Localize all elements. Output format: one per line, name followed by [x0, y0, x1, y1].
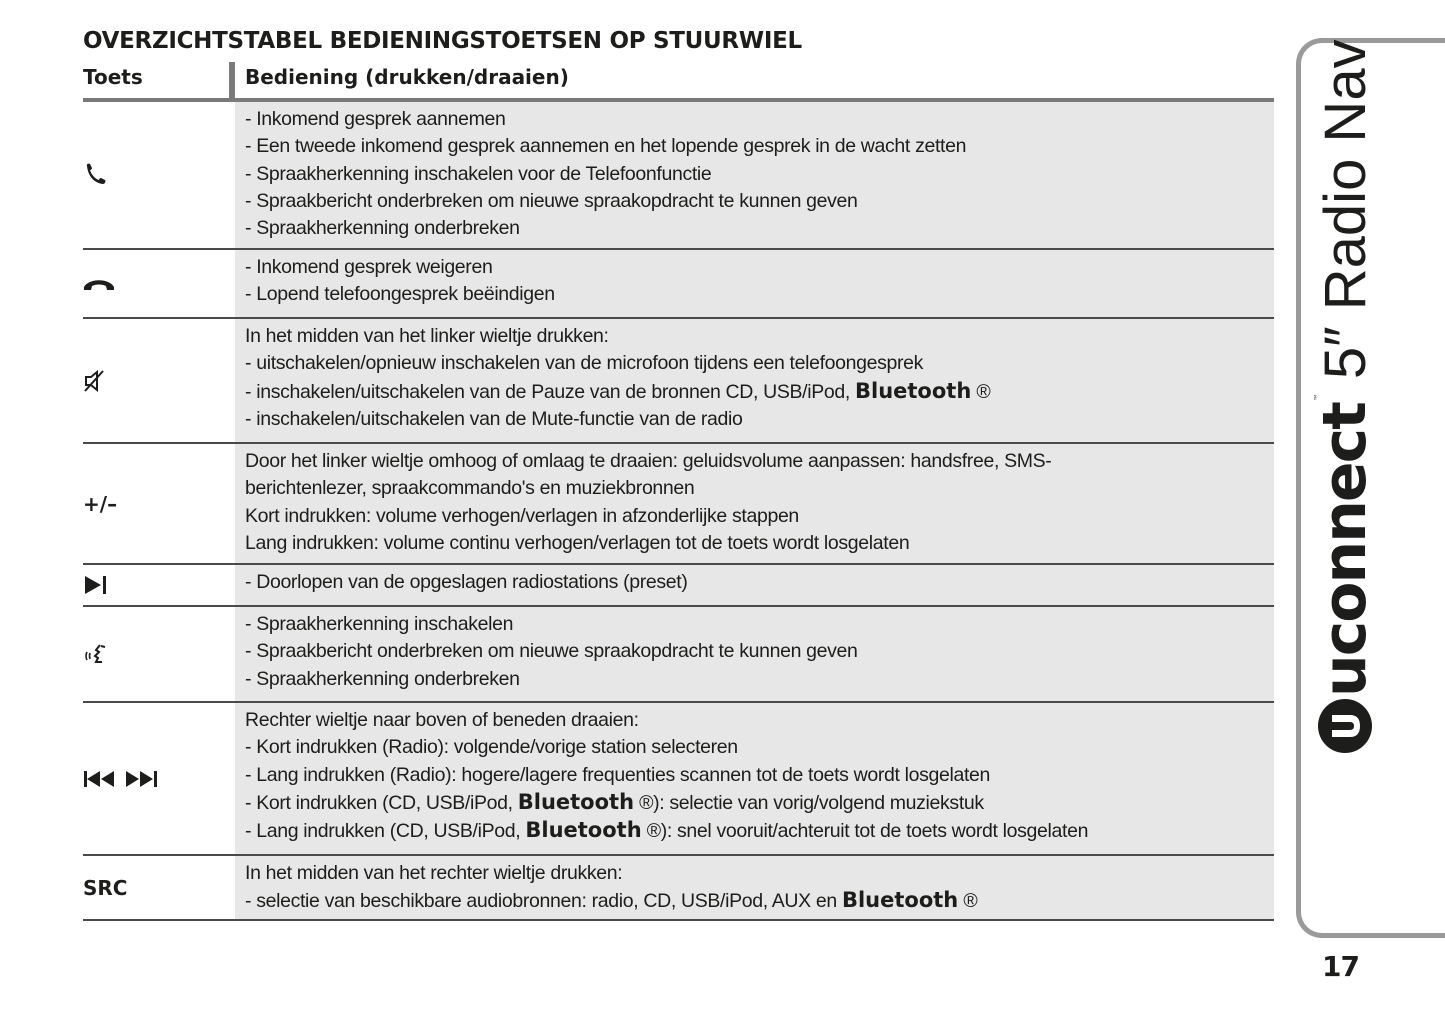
table-row [83, 444, 1274, 565]
row-key [83, 565, 235, 605]
bluetooth-brand: Bluetooth [525, 818, 642, 843]
description-line: - Spraakherkenning onderbreken [245, 667, 520, 690]
line-text: - Kort indrukken (CD, USB/iPod, [245, 791, 518, 814]
next-preset-icon [83, 574, 109, 596]
registered-mark: ® [646, 820, 661, 843]
row-description [235, 607, 1274, 701]
volume-key-label: +/– [83, 491, 118, 516]
description-line: - Spraakherkenning onderbreken [245, 217, 520, 240]
row-description [235, 250, 1274, 317]
description-line: Lang indrukken: volume continu verhogen/verlagen tot de toets wordt losgelaten [245, 531, 910, 554]
registered-mark: ® [639, 791, 654, 814]
page-number: 17 [1322, 950, 1359, 983]
row-key [83, 102, 235, 248]
line-text: - selectie van beschikbare audiobronnen: radio, CD, USB/iPod, AUX en [245, 890, 842, 913]
brand-name: uconnect [1310, 403, 1380, 697]
row-description [235, 444, 1274, 563]
row-key [83, 444, 235, 563]
registered-mark: ® [963, 890, 978, 913]
mute-icon [83, 369, 107, 393]
registered-mark: ® [976, 380, 991, 403]
header-action: Bediening (drukken/draaien) [245, 65, 569, 89]
row-description [235, 319, 1274, 442]
description-line: - Spraakherkenning inschakelen voor de Telefoonfunctie [245, 162, 712, 185]
row-key [83, 319, 235, 442]
model-name: 5″ Radio Nav [1312, 39, 1378, 380]
table-row [83, 856, 1274, 921]
description-line [245, 887, 1268, 915]
row-description [235, 102, 1274, 248]
phone-hangup-icon [83, 276, 115, 292]
description-line: - uitschakelen/opnieuw inschakelen van de microfoon tijdens een telefoongesprek [245, 352, 924, 375]
voice-command-icon [83, 642, 109, 666]
description-line: - Spraakbericht onderbreken om nieuwe spraakopdracht te kunnen geven [245, 640, 858, 663]
table-row [83, 607, 1274, 703]
row-key [83, 703, 235, 854]
table-row [83, 565, 1274, 607]
header-key: Toets [83, 65, 143, 89]
seek-prev-next-icon [83, 769, 163, 789]
description-line: - Spraakbericht onderbreken om nieuwe spraakopdracht te kunnen geven [245, 189, 858, 212]
description-line: - Inkomend gesprek weigeren [245, 256, 493, 278]
description-line: - Doorlopen van de opgeslagen radiostations (preset) [245, 571, 688, 593]
description-line: In het midden van het rechter wieltje drukken: [245, 862, 623, 884]
description-line: - Spraakherkenning inschakelen [245, 613, 514, 635]
table-row [83, 102, 1274, 250]
description-line: berichtenlezer, spraakcommando's en muziekbronnen [245, 477, 695, 500]
bluetooth-brand: Bluetooth [517, 789, 635, 814]
src-key-label: SRC [83, 875, 128, 900]
steering-controls-table [83, 62, 1274, 921]
description-line [245, 378, 1268, 406]
uconnect-logo-icon [1316, 697, 1374, 755]
description-line: - inschakelen/uitschakelen van de Mute-functie van de radio [245, 407, 743, 430]
trademark: ™ [1312, 393, 1322, 402]
row-description [235, 703, 1274, 854]
row-key [83, 250, 235, 317]
chapter-title [1310, 39, 1380, 755]
description-line: - Kort indrukken (Radio): volgende/vorige station selecteren [245, 736, 738, 759]
row-key [83, 856, 235, 919]
description-line: - Een tweede inkomend gesprek aannemen en het lopende gesprek in de wacht zetten [245, 135, 967, 158]
phone-answer-icon [83, 162, 109, 188]
row-description [235, 856, 1274, 919]
page-title: OVERZICHTSTABEL BEDIENINGSTOETSEN OP STUURWIEL [83, 28, 802, 54]
description-line: - Lang indrukken (Radio): hogere/lagere frequenties scannen tot de toets wordt losgelaten [245, 763, 991, 786]
description-line [245, 789, 1268, 817]
row-key [83, 607, 235, 701]
description-line: Rechter wieltje naar boven of beneden draaien: [245, 709, 639, 731]
table-row [83, 703, 1274, 856]
bluetooth-brand: Bluetooth [841, 888, 959, 913]
description-line: Door het linker wieltje omhoog of omlaag te draaien: geluidsvolume aanpassen: handsfree, SMS- [245, 450, 1052, 472]
table-row [83, 250, 1274, 319]
description-line [245, 817, 1268, 845]
table-row [83, 319, 1274, 444]
line-text: - Lang indrukken (CD, USB/iPod, [245, 820, 526, 843]
description-line: - Lopend telefoongesprek beëindigen [245, 283, 555, 306]
line-text: ): selectie van vorig/volgend muziekstuk [653, 791, 984, 814]
line-text: ): snel vooruit/achteruit tot de toets wordt losgelaten [660, 820, 1089, 843]
description-line: Kort indrukken: volume verhogen/verlagen in afzonderlijke stappen [245, 504, 799, 527]
row-description [235, 565, 1274, 605]
line-text: - inschakelen/uitschakelen van de Pauze van de bronnen CD, USB/iPod, [245, 380, 855, 403]
description-line: In het midden van het linker wieltje drukken: [245, 325, 609, 347]
bluetooth-brand: Bluetooth [854, 378, 972, 403]
description-line: - Inkomend gesprek aannemen [245, 108, 506, 130]
table-header [83, 62, 1274, 102]
